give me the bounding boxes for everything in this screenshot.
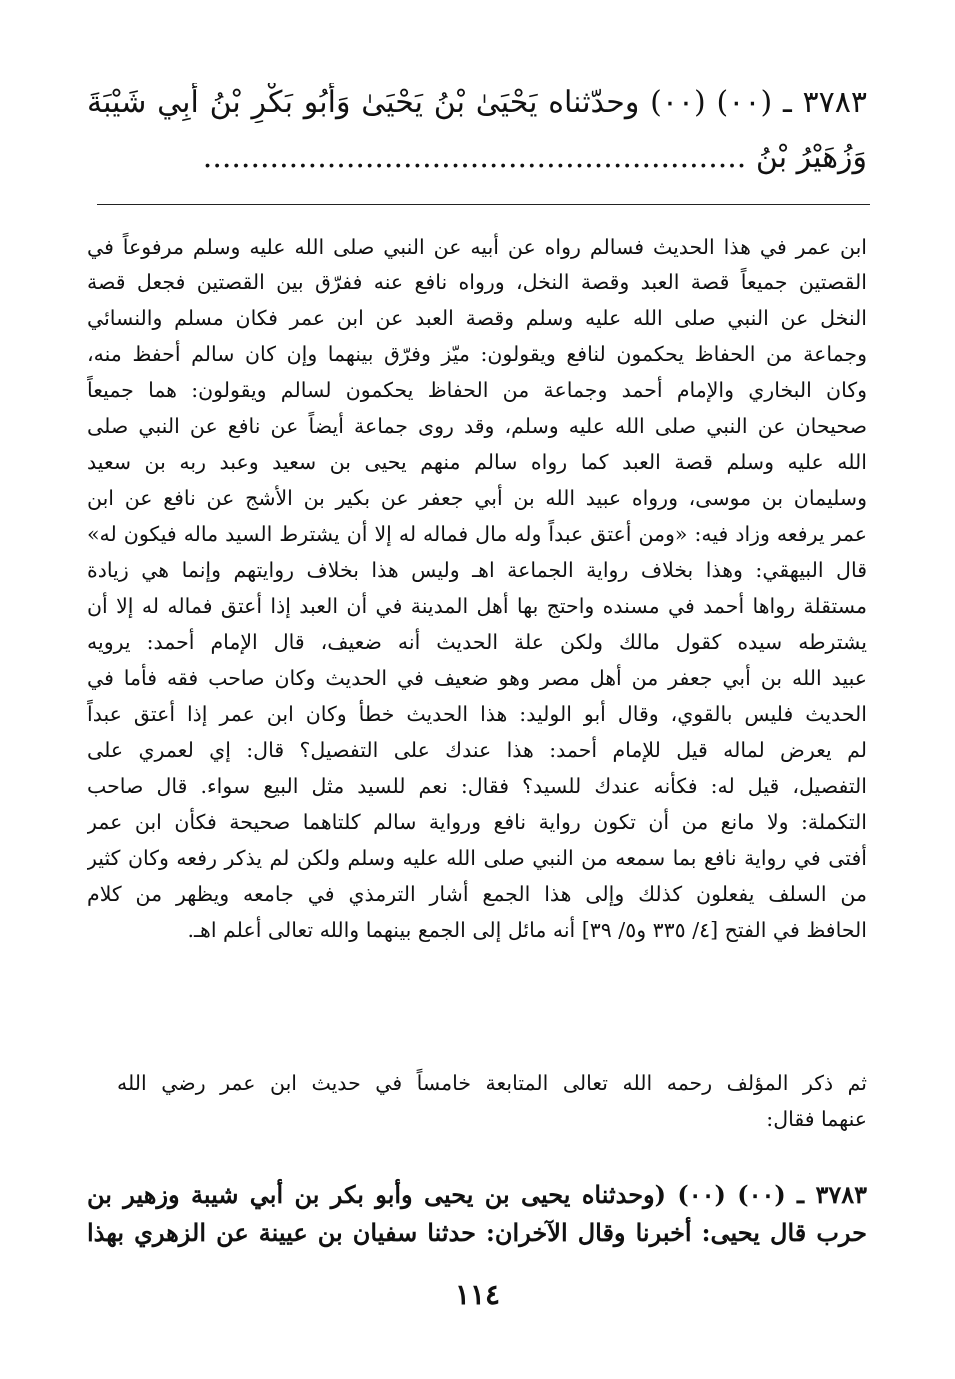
commentary-line: النخل عن النبي صلى الله عليه وسلم وقصة العبد عن ابن عمر فكان مسلم والنسائي (87, 306, 867, 330)
footnote-divider (97, 204, 870, 205)
intro-line: ثم ذكر المؤلف رحمه الله تعالى المتابعة خامساً في حديث ابن عمر رضي الله (117, 1071, 867, 1095)
commentary-line: صحيحان عن النبي صلى الله عليه وسلم، وقد روى جماعة أيضاً عن نافع عن النبي صلى (87, 414, 867, 438)
commentary-line: يشترطه سيده كقول مالك ولكن علة الحديث أنه ضعيف، قال الإمام أحمد: يرويه (87, 630, 867, 654)
intro-line: عنهما فقال: (766, 1107, 867, 1131)
commentary-line: التفصيل، قيل له: فكأنه عندك للسيد؟ فقال: نعم للسيد مثل البيع سواء. قال صاحب (87, 774, 867, 798)
commentary-line: عبيد الله بن أبي جعفر من أهل مصر وهو ضعيف في الحديث وكان صاحب فقه فأما في (87, 666, 867, 690)
header-line: وَزُهَيْرُ بْنُ ......................................................... (202, 140, 867, 175)
commentary-line: القصتين جميعاً قصة العبد وقصة النخل، ورواه نافع عنه ففرّق بين القصتين فجعل قصة (87, 270, 867, 294)
commentary-line: أفتى في رواية نافع بما سمعه من النبي صلى الله عليه وسلم ولكن لم يذكر رفعه وكان كثير (87, 846, 867, 870)
commentary-line: عمر يرفعه وزاد فيه: «ومن أعتق عبداً وله مال فماله له إلا أن يشترط السيد ماله فيكون له» (87, 522, 867, 546)
commentary-line: وسليمان بن موسى، ورواه عبيد الله بن أبي جعفر عن بكير بن الأشج عن نافع عن ابن (87, 486, 867, 510)
commentary-line: مستقلة رواها أحمد في مسنده واحتج بها أهل المدينة في أن العبد إذا أعتق فماله له إلا أن (87, 594, 867, 618)
commentary-line: الحديث فليس بالقوي، وقال أبو الوليد: هذا الحديث خطأ وكان ابن عمر إذا أعتق عبداً (87, 702, 867, 726)
hadith-line: ٣٧٨٣ ـ (٠٠) (٠٠) (وحدثناه يحيى بن يحيى وأبو بكر بن أبي شيبة وزهير بن (87, 1180, 867, 1209)
commentary-line: لم يعرض لماله قيل للإمام أحمد: هذا عندك على التفصيل؟ قال: إي لعمري على (87, 738, 867, 762)
commentary-line: وجماعة من الحفاظ يحكمون لنافع ويقولون: ميّز وفرّق بينهما وإن كان سالم أحفظ منه، (87, 342, 867, 366)
commentary-line: الله عليه وسلم قصة العبد كما رواه سالم منهم يحيى بن سعيد وعبد ربه بن سعيد (87, 450, 867, 474)
commentary-line: التكملة: ولا مانع من أن تكون رواية نافع ورواية سالم كلتاهما صحيحة فكأن ابن عمر (87, 810, 867, 834)
commentary-line: قال البيهقي: وهذا بخلاف رواية الجماعة اهـ وليس هذا بخلاف روايتهم وإنما هي زيادة (87, 558, 867, 582)
commentary-line: ابن عمر في هذا الحديث فسالم رواه عن أبيه عن النبي صلى الله عليه وسلم مرفوعاً في (87, 235, 867, 259)
hadith-line: حرب قال يحيى: أخبرنا وقال الآخران: حدثنا سفيان بن عيينة عن الزهري بهذا (87, 1218, 867, 1247)
header-line: ٣٧٨٣ ـ (٠٠) (٠٠) وحدّثناه يَحْيَىٰ بْنُ يَحْيَىٰ وَأَبُو بَكْرِ بْنُ أَبِي شَيْبَةَ (87, 85, 867, 120)
commentary-line: وكان البخاري والإمام أحمد وجماعة من الحفاظ يحكمون لسالم ويقولون: هما جميعاً (87, 378, 867, 402)
commentary-line: الحافظ في الفتح [٤/ ٣٣٥ و٥/ ٣٩] أنه مائل إلى الجمع بينهما والله تعالى أعلم اهـ. (187, 918, 867, 942)
commentary-line: من السلف يفعلون كذلك وإلى هذا الجمع أشار الترمذي في جامعه ويظهر من كلام (87, 882, 867, 906)
page-number: ١١٤ (454, 1278, 501, 1311)
